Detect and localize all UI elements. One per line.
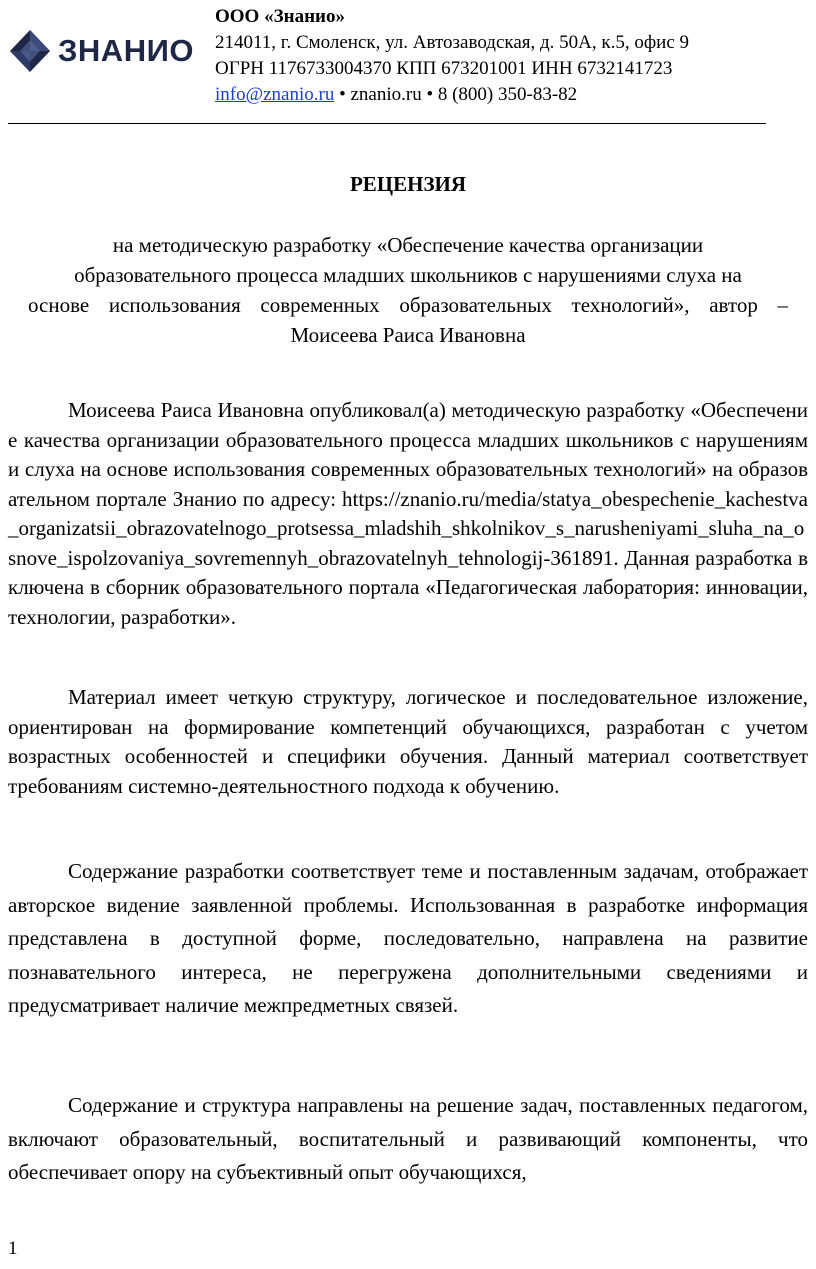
diamond-logo-icon [8, 28, 52, 74]
paragraph-text: Содержание и структура направлены на решение задач, поставленных педагогом, включают образовательный, воспитательный и развивающий компоненты, что обеспечивает опору на субъективный опыт обучающихся, [8, 1093, 808, 1184]
subtitle-line: образовательного процесса младших школьников с нарушениями слуха на [74, 263, 742, 287]
review-paragraph [8, 396, 808, 632]
review-paragraph [8, 683, 808, 801]
subtitle-line: на методическую разработку «Обеспечение качества организации [112, 233, 704, 257]
document-subtitle [28, 230, 788, 350]
review-paragraph [8, 855, 808, 1023]
paragraph-text: Материал имеет четкую структуру, логическое и последовательное изложение, ориентирован на формирование компетенций обучающихся, разработан с учетом возрастных особенностей и специфики обучения. Данный материал соответствует требованиям системно-деятельностного подхода к обучению. [8, 685, 808, 798]
review-paragraph [8, 1089, 808, 1190]
document-title: РЕЦЕНЗИЯ [349, 172, 467, 196]
header-divider [8, 123, 766, 124]
paragraph-text: Содержание разработки соответствует теме и поставленным задачам, отображает авторское видение заявленной проблемы. Использованная в разработке информация представлена в доступной форме, последовательно, направлена на развитие познавательного интереса, не перегружена дополнительными сведениями и предусматривает наличие межпредметных связей. [8, 859, 808, 1017]
subtitle-line: Моисеева Раиса Ивановна [290, 323, 526, 347]
org-registry: ОГРН 1176733004370 КПП 673201001 ИНН 6732141723 [215, 58, 673, 79]
subtitle-line: основе использования современных образовательных технологий», автор – [28, 293, 788, 317]
znanio-logo [8, 28, 193, 74]
org-address: 214011, г. Смоленск, ул. Автозаводская, д. 50А, к.5, офис 9 [215, 32, 690, 53]
org-contacts [215, 82, 689, 108]
email-link[interactable]: info@znanio.ru [215, 84, 335, 105]
organization-info [215, 4, 689, 108]
org-name: ООО «Знанио» [215, 6, 345, 27]
contacts-rest: • znanio.ru • 8 (800) 350-83-82 [334, 84, 578, 105]
paragraph-text: Моисеева Раиса Ивановна опубликовал(а) методическую разработку «Обеспечение качества организации образовательного процесса младших школьников с нарушениями слуха на основе использования современных образовательных технологий» на образовательном портале Знанио по адресу: https://znanio.ru/media/statya_obespechenie_kachestva_organizatsii_obrazovatelnogo_protsessa_mladshih_shkolnikov_s_narusheniyami_sluha_na_osnove_ispolzovaniya_sovremennyh_obrazovatelnyh_tehnologij-361891. Данная разработка включена в сборник образовательного портала «Педагогическая лаборатория: инновации, технологии, разработки». [8, 398, 808, 629]
logo-text: ЗНАНИО [58, 33, 194, 68]
page-number: 1 [8, 1238, 18, 1259]
